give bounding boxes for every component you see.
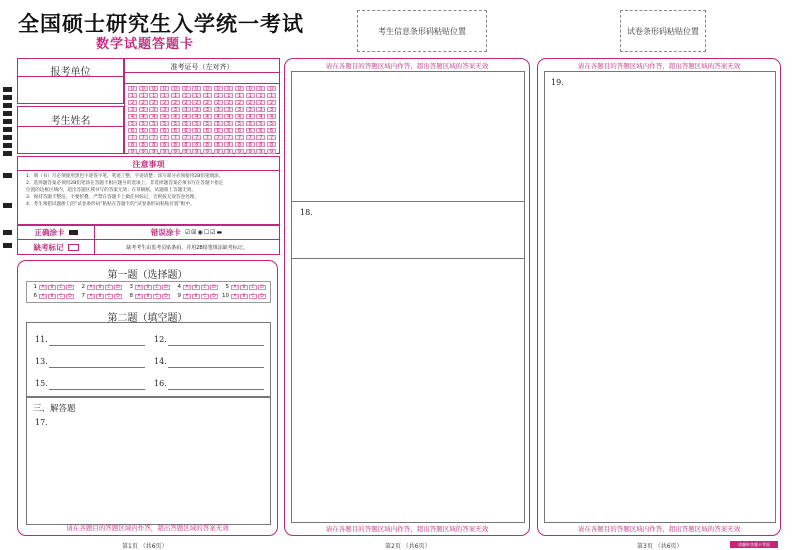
- exam-id-bubble[interactable]: 9: [214, 149, 223, 154]
- exam-id-bubble[interactable]: 6: [160, 128, 169, 133]
- exam-id-bubble[interactable]: 7: [256, 135, 265, 140]
- exam-id-bubble[interactable]: 9: [235, 149, 244, 154]
- exam-id-bubble[interactable]: 2: [128, 100, 137, 105]
- note-item: 3．保持答题卡整洁，不要折叠、严禁在答题卡上做任何标记，否则按无效答卷处理。: [26, 195, 199, 200]
- exam-id-bubble[interactable]: 8: [160, 142, 169, 147]
- mcq-number: 3: [129, 284, 133, 290]
- exam-id-bubble[interactable]: 2: [214, 100, 223, 105]
- exam-id-bubble[interactable]: 0: [256, 86, 265, 91]
- exam-id-bubble[interactable]: 6: [149, 128, 158, 133]
- exam-id-bubble[interactable]: 2: [160, 100, 169, 105]
- card-title: 全国硕士研究生入学统一考试: [18, 11, 304, 36]
- mcq-question: [77, 293, 125, 299]
- timing-mark: [3, 230, 12, 235]
- exam-id-bubble[interactable]: 6: [224, 128, 233, 133]
- exam-id-bubble[interactable]: 8: [203, 142, 212, 147]
- exam-id-bubble[interactable]: 9: [149, 149, 158, 154]
- notes-title: 注意事项: [18, 157, 279, 171]
- exam-id-bubble[interactable]: 3: [246, 107, 255, 112]
- exam-id-bubble[interactable]: 4: [192, 114, 201, 119]
- mcq-option-bubble[interactable]: D: [66, 294, 74, 299]
- notes-list: [18, 171, 279, 210]
- mcq-option-bubble[interactable]: B: [192, 285, 200, 290]
- exam-id-bubble[interactable]: 7: [171, 135, 180, 140]
- notes-box: [17, 156, 280, 226]
- exam-id-bubble[interactable]: 9: [192, 149, 201, 154]
- mcq-option-bubble[interactable]: D: [114, 285, 122, 290]
- mcq-option-bubble[interactable]: D: [66, 285, 74, 290]
- next-page-tab: 请翻转答题卡背面: [730, 541, 778, 548]
- exam-id-bubble[interactable]: 1: [171, 93, 180, 98]
- absent-mark-label: 缺考标记: [33, 242, 64, 252]
- timing-mark: [3, 243, 12, 248]
- mcq-option-bubble[interactable]: C: [249, 294, 257, 299]
- exam-id-bubble[interactable]: 5: [203, 121, 212, 126]
- mcq-option-bubble[interactable]: D: [210, 294, 218, 299]
- mcq-option-bubble[interactable]: A: [183, 294, 191, 299]
- exam-id-bubble[interactable]: 3: [139, 107, 148, 112]
- exam-id-label: 准考证号（左对齐）: [125, 59, 279, 73]
- exam-id-bubble[interactable]: 9: [139, 149, 148, 154]
- exam-id-bubble[interactable]: 6: [192, 128, 201, 133]
- mcq-number: 5: [225, 284, 229, 290]
- mcq-question: [125, 293, 173, 299]
- exam-id-bubble[interactable]: 0: [171, 86, 180, 91]
- exam-id-bubble[interactable]: 3: [182, 107, 191, 112]
- exam-id-bubble[interactable]: 3: [267, 107, 276, 112]
- note-item: 1．填（书）写必须使用黑色字迹签字笔，笔迹工整、字迹清楚；涂写部分必须使用2B铅笔填涂。: [26, 174, 224, 179]
- part1-title: 第一题（选择题）: [107, 270, 188, 281]
- mcq-option-bubble[interactable]: C: [105, 294, 113, 299]
- mcq-number: 8: [129, 293, 133, 299]
- exam-id-bubble[interactable]: 7: [182, 135, 191, 140]
- exam-id-grid: [124, 58, 280, 154]
- exam-id-bubble[interactable]: 0: [192, 86, 201, 91]
- mcq-option-bubble[interactable]: A: [135, 294, 143, 299]
- exam-unit-label: 报考单位: [18, 59, 123, 77]
- exam-id-bubble[interactable]: 6: [128, 128, 137, 133]
- exam-id-bubble[interactable]: 4: [182, 114, 191, 119]
- mcq-question: [173, 293, 221, 299]
- exam-id-bubble[interactable]: 4: [128, 114, 137, 119]
- answer-area-col2: [284, 58, 530, 536]
- mcq-option-bubble[interactable]: D: [114, 294, 122, 299]
- exam-id-bubble[interactable]: 3: [149, 107, 158, 112]
- exam-id-bubble[interactable]: 0: [139, 86, 148, 91]
- q12-answer-line[interactable]: [168, 345, 264, 346]
- note-item: 4．考生须把试题册上的“试卷条形码”粘贴在答题卡的“试卷条形码粘贴位置”框中。: [26, 202, 195, 207]
- examinee-barcode-area: [357, 10, 487, 52]
- mcq-option-bubble[interactable]: B: [192, 294, 200, 299]
- q11-answer-line[interactable]: [49, 345, 145, 346]
- timing-mark: [3, 143, 12, 148]
- exam-id-bubble[interactable]: 1: [203, 93, 212, 98]
- mcq-question: [221, 293, 269, 299]
- mcq-option-bubble[interactable]: B: [240, 294, 248, 299]
- exam-id-bubble[interactable]: 8: [192, 142, 201, 147]
- exam-id-bubble[interactable]: 8: [149, 142, 158, 147]
- q18-label: 18.: [300, 208, 313, 217]
- exam-id-bubble[interactable]: 7: [160, 135, 169, 140]
- exam-id-bubble[interactable]: 2: [182, 100, 191, 105]
- mcq-option-bubble[interactable]: C: [249, 285, 257, 290]
- col3-top-warning: 请在各题目的答题区域内作答，超出答题区域的答案无效: [577, 62, 741, 70]
- exam-id-bubble[interactable]: 8: [267, 142, 276, 147]
- exam-id-bubble[interactable]: 4: [139, 114, 148, 119]
- fill-example-box: [17, 224, 280, 255]
- q11-label: 11.: [35, 335, 48, 344]
- paper-barcode-area: [620, 10, 706, 52]
- exam-id-bubble[interactable]: 7: [128, 135, 137, 140]
- exam-id-bubble[interactable]: 8: [214, 142, 223, 147]
- exam-id-bubble[interactable]: 6: [182, 128, 191, 133]
- exam-id-bubble[interactable]: 4: [160, 114, 169, 119]
- exam-id-bubble[interactable]: 2: [149, 100, 158, 105]
- col2-bottom-warning: 请在各题目的答题区域内作答，超出答题区域的答案无效: [325, 525, 489, 533]
- timing-mark: [3, 119, 12, 124]
- timing-mark: [3, 103, 12, 108]
- exam-id-bubble[interactable]: 2: [235, 100, 244, 105]
- exam-id-bubble[interactable]: 3: [192, 107, 201, 112]
- exam-id-bubble[interactable]: 8: [171, 142, 180, 147]
- correct-fill-icon: [69, 230, 78, 235]
- exam-id-bubble[interactable]: 1: [160, 93, 169, 98]
- mcq-option-bubble[interactable]: C: [57, 285, 65, 290]
- mcq-option-bubble[interactable]: C: [153, 294, 161, 299]
- exam-id-bubble[interactable]: 4: [203, 114, 212, 119]
- exam-id-bubble[interactable]: 8: [128, 142, 137, 147]
- exam-id-bubble[interactable]: 7: [192, 135, 201, 140]
- mcq-option-bubble[interactable]: D: [210, 285, 218, 290]
- exam-id-bubble[interactable]: 9: [256, 149, 265, 154]
- exam-id-bubble[interactable]: 3: [224, 107, 233, 112]
- mcq-option-bubble[interactable]: A: [87, 285, 95, 290]
- page-number-2: 第2页 （共6页）: [385, 543, 431, 550]
- exam-id-bubble[interactable]: 6: [139, 128, 148, 133]
- exam-id-bubble[interactable]: 1: [256, 93, 265, 98]
- card-subtitle: 数学试题答题卡: [96, 37, 195, 52]
- exam-id-bubble[interactable]: 7: [235, 135, 244, 140]
- part3-title: 三、解答题: [33, 404, 76, 414]
- answer-area-col3: [537, 58, 781, 536]
- exam-id-bubble[interactable]: 1: [139, 93, 148, 98]
- exam-id-bubble[interactable]: 5: [256, 121, 265, 126]
- exam-id-bubble[interactable]: 3: [171, 107, 180, 112]
- exam-id-bubble[interactable]: 6: [256, 128, 265, 133]
- exam-id-bubble[interactable]: 2: [139, 100, 148, 105]
- mcq-option-bubble[interactable]: B: [144, 285, 152, 290]
- answer-area-col1: [17, 260, 278, 536]
- exam-id-bubble[interactable]: 0: [214, 86, 223, 91]
- mcq-option-bubble[interactable]: C: [153, 285, 161, 290]
- timing-mark: [3, 87, 12, 92]
- exam-id-bubble[interactable]: 5: [192, 121, 201, 126]
- mcq-number: 9: [177, 293, 181, 299]
- exam-id-bubble[interactable]: 5: [246, 121, 255, 126]
- exam-id-bubble[interactable]: 6: [214, 128, 223, 133]
- exam-id-bubble[interactable]: 0: [160, 86, 169, 91]
- mcq-option-bubble[interactable]: A: [135, 285, 143, 290]
- exam-id-bubble[interactable]: 1: [128, 93, 137, 98]
- mcq-question: [29, 293, 77, 299]
- exam-id-bubble[interactable]: 7: [149, 135, 158, 140]
- exam-id-bubble[interactable]: 7: [203, 135, 212, 140]
- mcq-option-bubble[interactable]: D: [258, 285, 266, 290]
- exam-id-bubble[interactable]: 1: [246, 93, 255, 98]
- exam-id-bubble[interactable]: 4: [256, 114, 265, 119]
- exam-id-bubble[interactable]: 9: [160, 149, 169, 154]
- exam-id-bubble[interactable]: 9: [224, 149, 233, 154]
- exam-id-bubble[interactable]: 1: [224, 93, 233, 98]
- timing-mark: [3, 173, 12, 178]
- exam-id-bubble[interactable]: 5: [160, 121, 169, 126]
- exam-id-bubble[interactable]: 2: [203, 100, 212, 105]
- exam-id-bubble[interactable]: 1: [235, 93, 244, 98]
- exam-id-bubble[interactable]: 7: [267, 135, 276, 140]
- exam-id-bubble[interactable]: 2: [192, 100, 201, 105]
- exam-id-bubble[interactable]: 6: [267, 128, 276, 133]
- correct-fill-label: 正确涂卡: [34, 227, 65, 237]
- exam-id-bubble[interactable]: 6: [203, 128, 212, 133]
- absent-mark-text: 缺考考生由监考员贴条码，并用2B铅笔填涂缺考标记。: [126, 244, 248, 251]
- col3-bottom-warning: 请在各题目的答题区域内作答，超出答题区域的答案无效: [577, 525, 741, 533]
- mcq-option-bubble[interactable]: D: [162, 294, 170, 299]
- mcq-box: [26, 281, 271, 303]
- timing-mark: [3, 111, 12, 116]
- q13-label: 13.: [35, 357, 48, 366]
- exam-id-bubble[interactable]: 4: [235, 114, 244, 119]
- mcq-option-bubble[interactable]: B: [48, 285, 56, 290]
- exam-id-bubble[interactable]: 4: [224, 114, 233, 119]
- mcq-option-bubble[interactable]: A: [87, 294, 95, 299]
- name-box: [17, 106, 124, 154]
- exam-id-write-row: [125, 73, 279, 84]
- col1-bottom-warning: 请在各题目的答题区域内作答，超出答题区域的答案无效: [66, 524, 229, 532]
- mcq-number: 7: [81, 293, 85, 299]
- mcq-option-bubble[interactable]: A: [231, 285, 239, 290]
- paper-barcode-label: 试卷条形码粘贴位置: [627, 26, 699, 36]
- mcq-option-bubble[interactable]: A: [183, 285, 191, 290]
- mcq-number: 6: [33, 293, 37, 299]
- q16-answer-line[interactable]: [168, 389, 264, 390]
- exam-id-bubbles: [125, 84, 279, 156]
- exam-id-bubble[interactable]: 5: [182, 121, 191, 126]
- exam-id-bubble[interactable]: 5: [214, 121, 223, 126]
- exam-id-bubble[interactable]: 4: [171, 114, 180, 119]
- mcq-question: [173, 284, 221, 290]
- timing-mark: [3, 135, 12, 140]
- exam-id-bubble[interactable]: 5: [128, 121, 137, 126]
- q18-answer-box[interactable]: [291, 201, 525, 523]
- exam-id-bubble[interactable]: 0: [149, 86, 158, 91]
- exam-id-bubble[interactable]: 5: [267, 121, 276, 126]
- exam-id-bubble[interactable]: 5: [171, 121, 180, 126]
- timing-mark: [3, 95, 12, 100]
- name-label: 考生姓名: [18, 107, 123, 127]
- exam-id-bubble[interactable]: 3: [235, 107, 244, 112]
- q17-label: 17.: [35, 418, 48, 427]
- mcq-option-bubble[interactable]: A: [39, 285, 47, 290]
- exam-id-bubble[interactable]: 9: [182, 149, 191, 154]
- exam-id-bubble[interactable]: 0: [203, 86, 212, 91]
- mcq-number: 10: [222, 293, 229, 299]
- exam-id-bubble[interactable]: 1: [182, 93, 191, 98]
- exam-id-bubble[interactable]: 0: [128, 86, 137, 91]
- mcq-option-bubble[interactable]: A: [231, 294, 239, 299]
- exam-id-bubble[interactable]: 7: [224, 135, 233, 140]
- mcq-option-bubble[interactable]: A: [39, 294, 47, 299]
- exam-id-bubble[interactable]: 2: [171, 100, 180, 105]
- exam-id-bubble[interactable]: 0: [246, 86, 255, 91]
- part2-title: 第二题（填空题）: [107, 313, 188, 324]
- q14-label: 14.: [154, 357, 167, 366]
- exam-id-bubble[interactable]: 7: [246, 135, 255, 140]
- mcq-option-bubble[interactable]: C: [57, 294, 65, 299]
- mcq-question: [125, 284, 173, 290]
- exam-id-bubble[interactable]: 6: [235, 128, 244, 133]
- exam-id-bubble[interactable]: 9: [246, 149, 255, 154]
- mcq-number: 1: [33, 284, 37, 290]
- examinee-barcode-label: 考生信息条形码粘贴位置: [378, 26, 466, 36]
- exam-id-bubble[interactable]: 1: [267, 93, 276, 98]
- exam-id-bubble[interactable]: 1: [214, 93, 223, 98]
- exam-id-bubble[interactable]: 9: [171, 149, 180, 154]
- exam-id-bubble[interactable]: 1: [192, 93, 201, 98]
- note-item: 位置的边框区域内，超出答题区域书写的答案无效；在草稿纸、试题册上答题无效。: [26, 188, 196, 193]
- exam-id-bubble[interactable]: 3: [203, 107, 212, 112]
- exam-id-bubble[interactable]: 1: [149, 93, 158, 98]
- mcq-question: [77, 284, 125, 290]
- q15-answer-line[interactable]: [49, 389, 145, 390]
- mcq-number: 4: [177, 284, 181, 290]
- wrong-fill-label: 错误涂卡: [150, 227, 181, 237]
- exam-id-bubble[interactable]: 8: [224, 142, 233, 147]
- exam-unit-box: [17, 58, 124, 104]
- exam-id-bubble[interactable]: 4: [267, 114, 276, 119]
- exam-id-bubble[interactable]: 2: [267, 100, 276, 105]
- mcq-option-bubble[interactable]: B: [240, 285, 248, 290]
- exam-id-bubble[interactable]: 2: [224, 100, 233, 105]
- exam-id-bubble[interactable]: 5: [224, 121, 233, 126]
- mcq-option-bubble[interactable]: B: [48, 294, 56, 299]
- exam-id-bubble[interactable]: 4: [214, 114, 223, 119]
- exam-id-bubble[interactable]: 3: [160, 107, 169, 112]
- timing-mark: [3, 203, 12, 208]
- timing-mark: [3, 127, 12, 132]
- mcq-question: [29, 284, 77, 290]
- exam-id-bubble[interactable]: 4: [149, 114, 158, 119]
- exam-id-bubble[interactable]: 8: [256, 142, 265, 147]
- page-number-1: 第1页 （共6页）: [122, 543, 168, 550]
- exam-id-bubble[interactable]: 6: [171, 128, 180, 133]
- exam-id-bubble[interactable]: 4: [246, 114, 255, 119]
- mcq-option-bubble[interactable]: C: [201, 285, 209, 290]
- exam-id-bubble[interactable]: 9: [203, 149, 212, 154]
- q16-label: 16.: [154, 379, 167, 388]
- q15-label: 15.: [35, 379, 48, 388]
- exam-id-bubble[interactable]: 7: [139, 135, 148, 140]
- fill-in-box: [26, 322, 271, 397]
- mcq-option-bubble[interactable]: B: [96, 294, 104, 299]
- mcq-option-bubble[interactable]: B: [144, 294, 152, 299]
- mcq-option-bubble[interactable]: D: [162, 285, 170, 290]
- q17-answer-box[interactable]: [26, 397, 271, 525]
- exam-id-bubble[interactable]: 9: [128, 149, 137, 154]
- col2-top-warning: 请在各题目的答题区域内作答，超出答题区域的答案无效: [325, 62, 489, 70]
- exam-id-bubble[interactable]: 0: [182, 86, 191, 91]
- exam-id-bubble[interactable]: 8: [246, 142, 255, 147]
- q19-label: 19.: [551, 78, 564, 87]
- exam-id-bubble[interactable]: 0: [235, 86, 244, 91]
- exam-id-bubble[interactable]: 8: [235, 142, 244, 147]
- exam-id-bubble[interactable]: 2: [256, 100, 265, 105]
- mcq-option-bubble[interactable]: C: [105, 285, 113, 290]
- exam-id-bubble[interactable]: 5: [149, 121, 158, 126]
- page-number-3: 第3页 （共6页）: [637, 543, 683, 550]
- q14-answer-line[interactable]: [168, 367, 264, 368]
- q19-answer-box[interactable]: [544, 71, 776, 523]
- mcq-option-bubble[interactable]: B: [96, 285, 104, 290]
- exam-id-bubble[interactable]: 9: [267, 149, 276, 154]
- wrong-fill-icons: ☑☒◉☐☑▬: [184, 228, 224, 236]
- exam-id-bubble[interactable]: 6: [246, 128, 255, 133]
- q12-label: 12.: [154, 335, 167, 344]
- mcq-option-bubble[interactable]: C: [201, 294, 209, 299]
- exam-id-bubble[interactable]: 2: [246, 100, 255, 105]
- exam-id-bubble[interactable]: 3: [214, 107, 223, 112]
- exam-id-bubble[interactable]: 5: [139, 121, 148, 126]
- exam-id-bubble[interactable]: 8: [139, 142, 148, 147]
- exam-id-bubble[interactable]: 3: [256, 107, 265, 112]
- absent-mark-box[interactable]: [68, 244, 79, 251]
- exam-id-bubble[interactable]: 5: [235, 121, 244, 126]
- exam-id-bubble[interactable]: 3: [128, 107, 137, 112]
- mcq-question: [221, 284, 269, 290]
- exam-id-bubble[interactable]: 0: [224, 86, 233, 91]
- q13-answer-line[interactable]: [49, 367, 145, 368]
- mcq-option-bubble[interactable]: D: [258, 294, 266, 299]
- mcq-number: 2: [81, 284, 85, 290]
- timing-mark: [3, 151, 12, 156]
- exam-id-bubble[interactable]: 7: [214, 135, 223, 140]
- exam-id-bubble[interactable]: 8: [182, 142, 191, 147]
- note-item: 2．选择题答案必须用2B铅笔涂在答题卡相应题号的选项上，非选择题答案必须书写在答题卡指定: [26, 181, 224, 186]
- exam-id-bubble[interactable]: 0: [267, 86, 276, 91]
